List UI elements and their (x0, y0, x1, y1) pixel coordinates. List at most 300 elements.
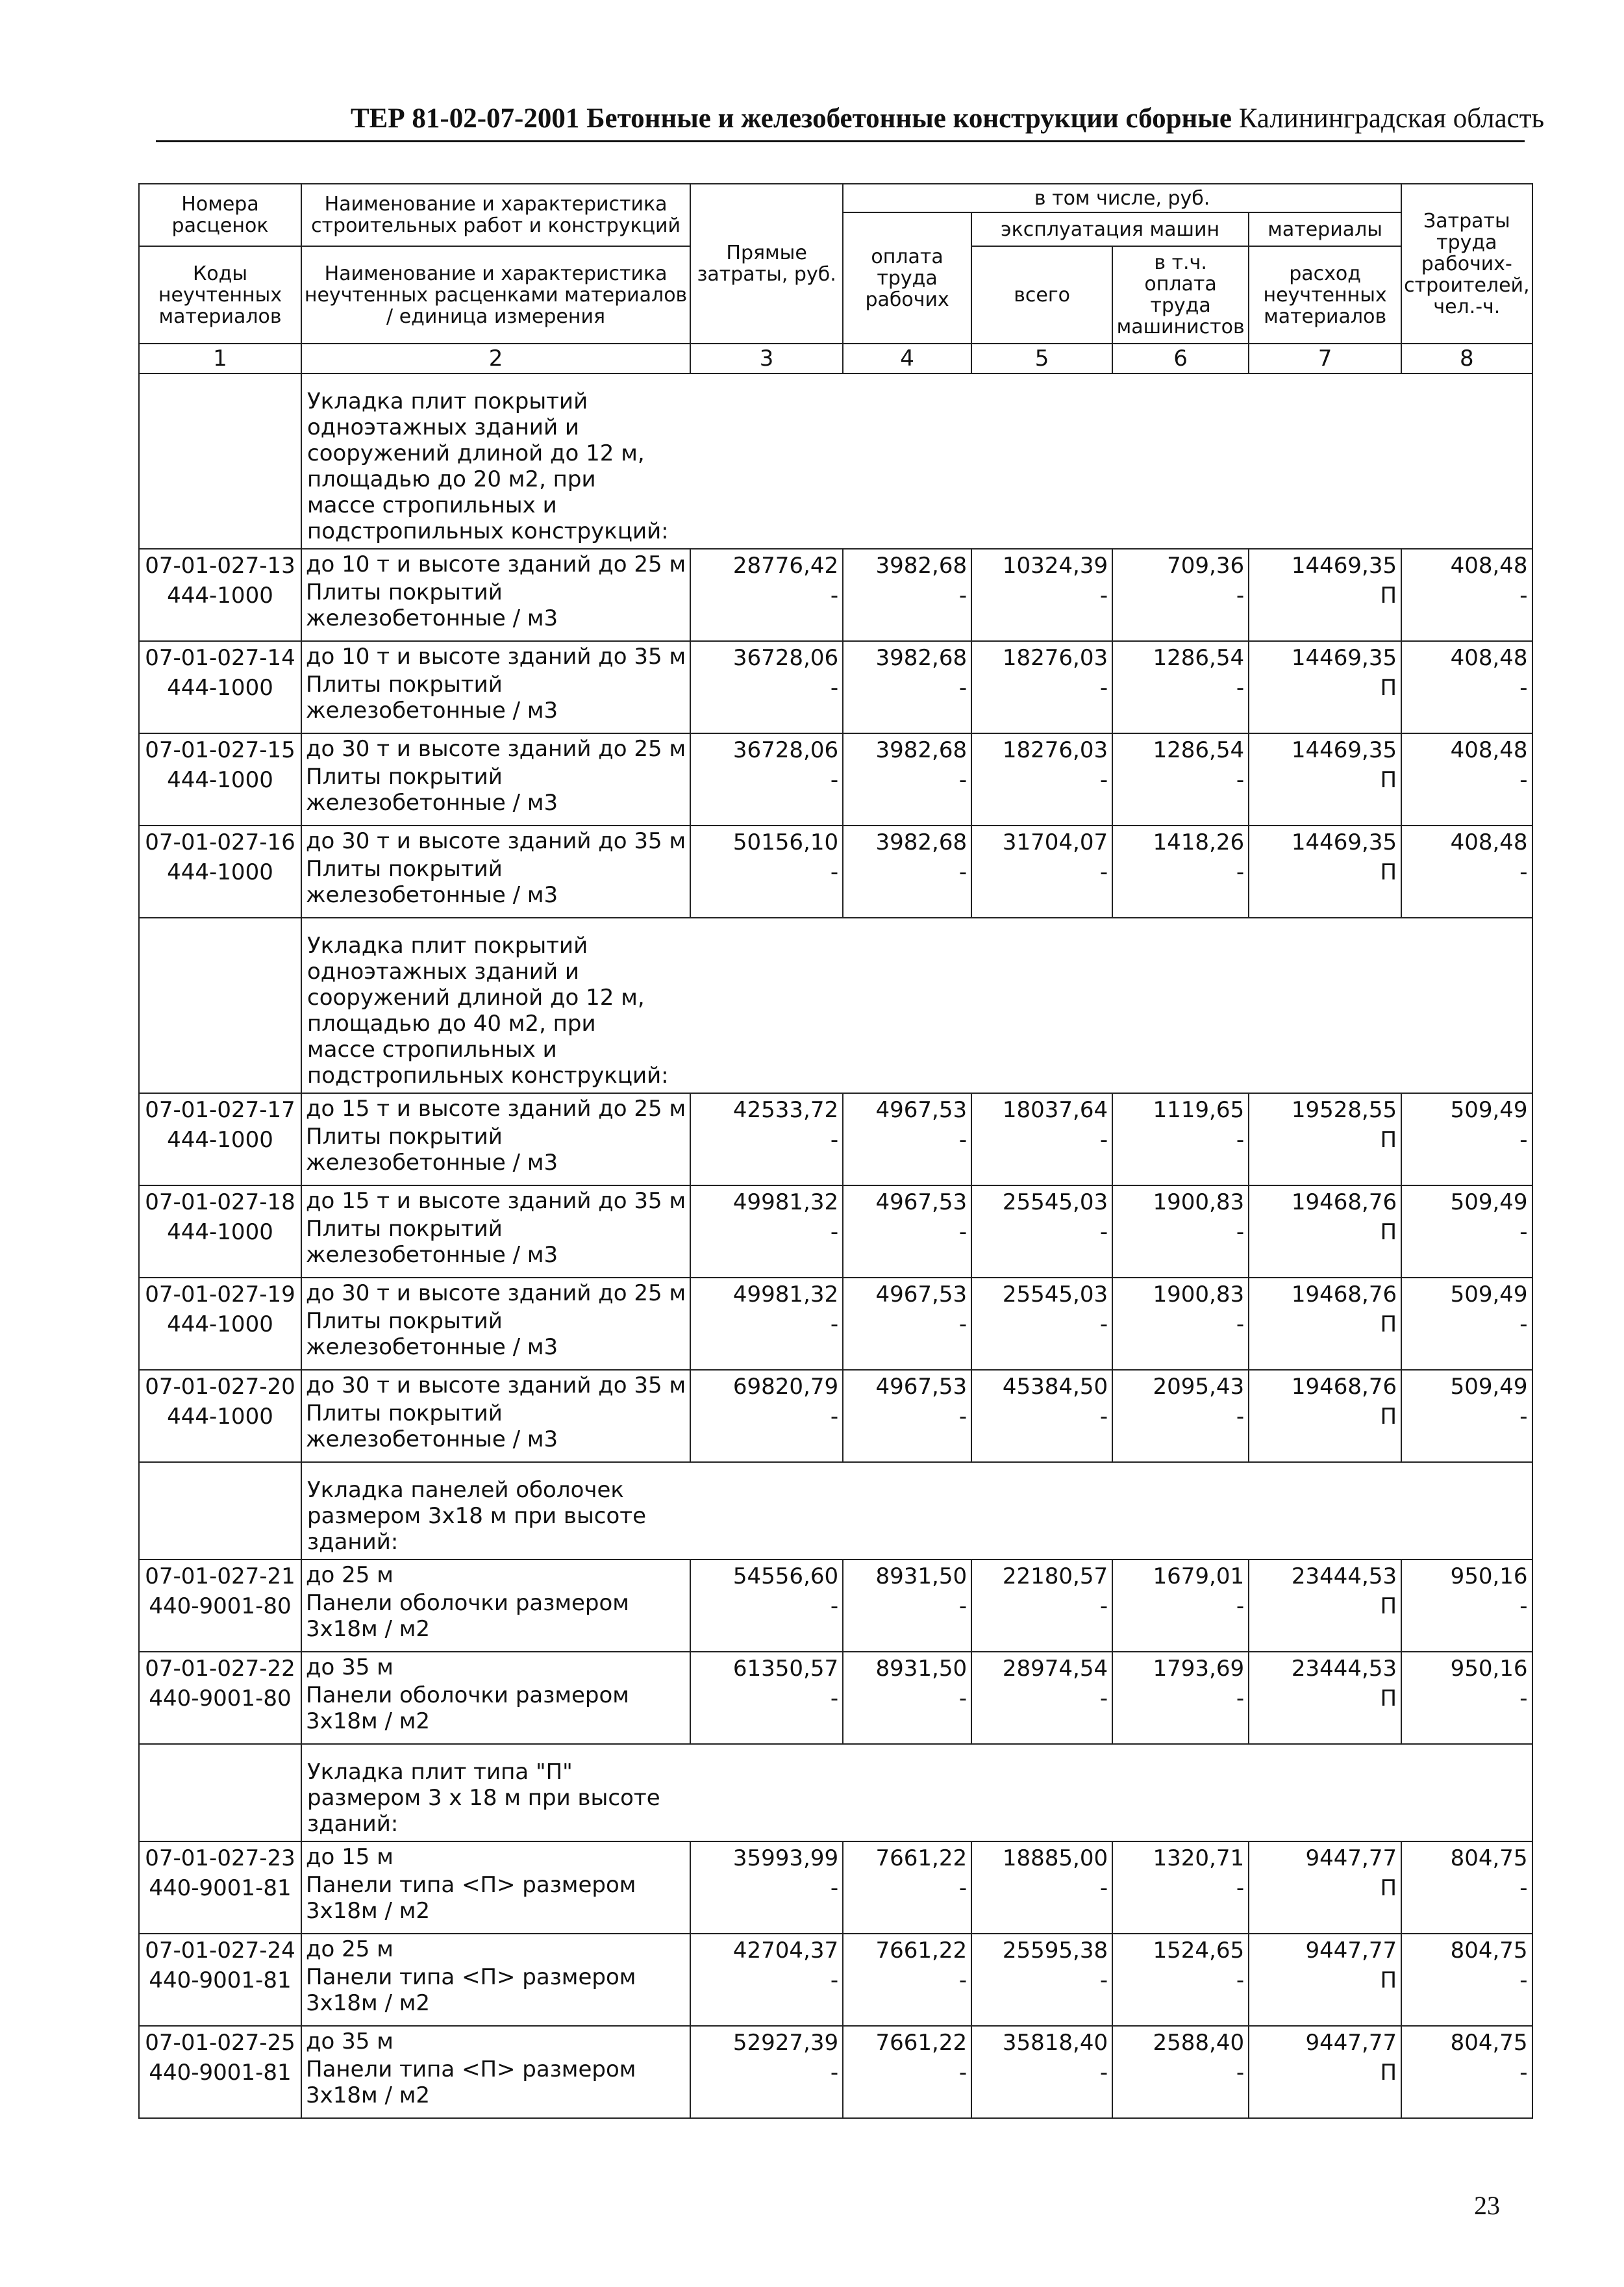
machines-total-cell (971, 1652, 1112, 1744)
materials-cost-cell (1249, 1185, 1401, 1278)
section-title: Укладка плит покрытий одноэтажных зданий и сооружений длиной до 12 м, площадью до 20 м2, при массе стропильных и подстропильных конструкций: (307, 388, 669, 544)
labor-hours-marker: - (1519, 1875, 1528, 1901)
machines-total-cell (971, 733, 1112, 826)
direct-cost-value: 28776,42 (732, 553, 839, 579)
labor-hours-value: 804,75 (1450, 2030, 1528, 2056)
worker-wages-marker: - (958, 859, 968, 885)
labor-hours-value: 804,75 (1450, 1938, 1528, 1964)
labor-hours-cell (1401, 1278, 1532, 1370)
column-number: 1 (139, 344, 301, 373)
materials-cost-value: 9447,77 (1305, 2030, 1397, 2056)
material-code: 444-1000 (167, 859, 273, 885)
labor-hours-cell (1401, 1370, 1532, 1462)
labor-hours-value: 950,16 (1450, 1656, 1528, 1682)
header-material-description: Наименование и характеристика неучтенных расценками материалов / единица измерения (301, 246, 690, 344)
rate-description-cell (301, 1841, 690, 1934)
machines-total-value: 35818,40 (1002, 2030, 1108, 2056)
labor-hours-value: 509,49 (1450, 1189, 1528, 1215)
direct-cost-marker: - (830, 1686, 839, 1712)
operator-wages-marker: - (1236, 583, 1245, 609)
labor-hours-cell (1401, 826, 1532, 918)
worker-wages-value: 3982,68 (875, 645, 968, 671)
operator-wages-cell (1112, 2026, 1249, 2118)
rate-code: 07-01-027-17 (145, 1097, 295, 1123)
rate-description-cell (301, 641, 690, 733)
rate-code: 07-01-027-25 (145, 2030, 295, 2056)
machines-total-cell (971, 826, 1112, 918)
material-code: 444-1000 (167, 1311, 273, 1337)
direct-cost-value: 54556,60 (732, 1563, 839, 1589)
rate-row (139, 826, 1532, 918)
labor-hours-marker: - (1519, 1311, 1528, 1337)
section-code-blank (139, 918, 301, 1093)
column-number: 7 (1249, 344, 1401, 373)
operator-wages-marker: - (1236, 1311, 1245, 1337)
worker-wages-marker: - (958, 1593, 968, 1619)
operator-wages-value: 1119,65 (1153, 1097, 1245, 1123)
machines-total-value: 28974,54 (1002, 1656, 1108, 1682)
material-code: 444-1000 (167, 1404, 273, 1430)
worker-wages-cell (843, 1652, 971, 1744)
header-material-consumption: расход неучтенных материалов (1249, 246, 1401, 344)
machines-total-value: 18885,00 (1002, 1845, 1108, 1871)
rate-row (139, 733, 1532, 826)
rate-code: 07-01-027-22 (145, 1656, 295, 1682)
rate-description-cell (301, 733, 690, 826)
column-numbers-row (139, 344, 1532, 373)
operator-wages-value: 1286,54 (1153, 737, 1245, 763)
column-number: 2 (301, 344, 690, 373)
materials-cost-value: 14469,35 (1291, 829, 1397, 855)
material-description: Плиты покрытий железобетонные / м3 (306, 672, 558, 724)
materials-cost-cell (1249, 1652, 1401, 1744)
material-description: Панели оболочки размером 3х18м / м2 (306, 1590, 629, 1642)
machines-total-marker: - (1099, 859, 1108, 885)
direct-cost-value: 69820,79 (732, 1374, 839, 1400)
material-description: Плиты покрытий железобетонные / м3 (306, 1400, 558, 1452)
page-header (351, 103, 1545, 142)
rate-description-cell (301, 1093, 690, 1185)
labor-hours-marker: - (1519, 583, 1528, 609)
direct-cost-cell (690, 641, 843, 733)
document-code: ТЕР 81-02-07-2001 (351, 103, 580, 134)
direct-cost-value: 49981,32 (732, 1282, 839, 1308)
operator-wages-marker: - (1236, 859, 1245, 885)
worker-wages-marker: - (958, 767, 968, 793)
material-code: 440-9001-80 (149, 1593, 292, 1619)
rate-code: 07-01-027-19 (145, 1282, 295, 1308)
machines-total-value: 10324,39 (1002, 553, 1108, 579)
material-code: 444-1000 (167, 1219, 273, 1245)
worker-wages-cell (843, 1841, 971, 1934)
worker-wages-marker: - (958, 1875, 968, 1901)
worker-wages-cell (843, 2026, 971, 2118)
labor-hours-cell (1401, 1841, 1532, 1934)
operator-wages-marker: - (1236, 1219, 1245, 1245)
section-title-cell (301, 1744, 1532, 1841)
direct-cost-value: 50156,10 (732, 829, 839, 855)
direct-cost-cell (690, 2026, 843, 2118)
worker-wages-marker: - (958, 1127, 968, 1153)
rate-code: 07-01-027-23 (145, 1845, 295, 1871)
header-work-description: Наименование и характеристика строительных работ и конструкций (301, 184, 690, 246)
worker-wages-cell (843, 1560, 971, 1652)
materials-cost-value: 23444,53 (1291, 1656, 1397, 1682)
rate-code-cell (139, 1560, 301, 1652)
material-description: Панели типа <П> размером 3х18м / м2 (306, 1964, 636, 2016)
direct-cost-marker: - (830, 859, 839, 885)
materials-cost-marker: П (1380, 1404, 1397, 1430)
operator-wages-cell (1112, 1841, 1249, 1934)
operator-wages-value: 1793,69 (1153, 1656, 1245, 1682)
rate-description-cell (301, 549, 690, 641)
labor-hours-value: 509,49 (1450, 1282, 1528, 1308)
machines-total-cell (971, 549, 1112, 641)
materials-cost-cell (1249, 641, 1401, 733)
machines-total-cell (971, 2026, 1112, 2118)
labor-hours-marker: - (1519, 859, 1528, 885)
labor-hours-value: 408,48 (1450, 829, 1528, 855)
header-direct-costs: Прямые затраты, руб. (690, 184, 843, 344)
materials-cost-marker: П (1380, 1219, 1397, 1245)
work-description: до 30 т и высоте зданий до 35 м (306, 828, 686, 854)
rate-code-cell (139, 1652, 301, 1744)
operator-wages-marker: - (1236, 1404, 1245, 1430)
direct-cost-cell (690, 1560, 843, 1652)
rate-code: 07-01-027-15 (145, 737, 295, 763)
section-code-blank (139, 1462, 301, 1560)
worker-wages-value: 7661,22 (875, 1845, 968, 1871)
materials-cost-marker: П (1380, 767, 1397, 793)
materials-cost-value: 9447,77 (1305, 1938, 1397, 1964)
materials-cost-cell (1249, 1370, 1401, 1462)
worker-wages-marker: - (958, 583, 968, 609)
operator-wages-cell (1112, 1093, 1249, 1185)
worker-wages-cell (843, 549, 971, 641)
worker-wages-value: 8931,50 (875, 1563, 968, 1589)
worker-wages-value: 3982,68 (875, 553, 968, 579)
materials-cost-marker: П (1380, 1967, 1397, 1993)
worker-wages-value: 3982,68 (875, 829, 968, 855)
labor-hours-cell (1401, 549, 1532, 641)
labor-hours-cell (1401, 1652, 1532, 1744)
machines-total-value: 45384,50 (1002, 1374, 1108, 1400)
labor-hours-marker: - (1519, 2060, 1528, 2086)
direct-cost-value: 49981,32 (732, 1189, 839, 1215)
rate-code: 07-01-027-24 (145, 1938, 295, 1964)
materials-cost-value: 19468,76 (1291, 1374, 1397, 1400)
worker-wages-cell (843, 1934, 971, 2026)
worker-wages-marker: - (958, 1219, 968, 1245)
material-code: 444-1000 (167, 1127, 273, 1153)
labor-hours-marker: - (1519, 1127, 1528, 1153)
header-material-codes: Коды неучтенных материалов (139, 246, 301, 344)
labor-hours-value: 408,48 (1450, 553, 1528, 579)
rate-code: 07-01-027-16 (145, 829, 295, 855)
machines-total-value: 18276,03 (1002, 737, 1108, 763)
material-description: Панели типа <П> размером 3х18м / м2 (306, 1872, 636, 1924)
machines-total-value: 25545,03 (1002, 1189, 1108, 1215)
machines-total-cell (971, 1093, 1112, 1185)
materials-cost-cell (1249, 2026, 1401, 2118)
worker-wages-marker: - (958, 1311, 968, 1337)
machines-total-cell (971, 1934, 1112, 2026)
machines-total-cell (971, 1278, 1112, 1370)
header-materials: материалы (1249, 212, 1401, 246)
materials-cost-cell (1249, 1560, 1401, 1652)
direct-cost-marker: - (830, 1967, 839, 1993)
operator-wages-value: 2588,40 (1153, 2030, 1245, 2056)
labor-hours-cell (1401, 1093, 1532, 1185)
direct-cost-value: 42533,72 (732, 1097, 839, 1123)
material-description: Плиты покрытий железобетонные / м3 (306, 1308, 558, 1360)
materials-cost-value: 14469,35 (1291, 553, 1397, 579)
machines-total-marker: - (1099, 1593, 1108, 1619)
section-title: Укладка плит покрытий одноэтажных зданий и сооружений длиной до 12 м, площадью до 40 м2, при массе стропильных и подстропильных конструкций: (307, 933, 669, 1089)
labor-hours-marker: - (1519, 1686, 1528, 1712)
worker-wages-cell (843, 1278, 971, 1370)
machines-total-value: 31704,07 (1002, 829, 1108, 855)
direct-cost-cell (690, 1652, 843, 1744)
rate-code-cell (139, 826, 301, 918)
direct-cost-value: 36728,06 (732, 737, 839, 763)
materials-cost-value: 23444,53 (1291, 1563, 1397, 1589)
operator-wages-value: 1286,54 (1153, 645, 1245, 671)
operator-wages-cell (1112, 1560, 1249, 1652)
rate-description-cell (301, 826, 690, 918)
header-operator-wages: в т.ч. оплата труда машинистов (1112, 246, 1249, 344)
direct-cost-marker: - (830, 1404, 839, 1430)
material-description: Плиты покрытий железобетонные / м3 (306, 1216, 558, 1268)
materials-cost-marker: П (1380, 1593, 1397, 1619)
material-code: 440-9001-81 (149, 1875, 292, 1901)
direct-cost-cell (690, 1370, 843, 1462)
rate-row (139, 1278, 1532, 1370)
materials-cost-value: 9447,77 (1305, 1845, 1397, 1871)
rate-code: 07-01-027-14 (145, 645, 295, 671)
operator-wages-value: 1418,26 (1153, 829, 1245, 855)
machines-total-cell (971, 1841, 1112, 1934)
rate-row (139, 641, 1532, 733)
worker-wages-cell (843, 733, 971, 826)
direct-cost-value: 52927,39 (732, 2030, 839, 2056)
labor-hours-value: 408,48 (1450, 645, 1528, 671)
materials-cost-marker: П (1380, 675, 1397, 701)
machines-total-value: 25545,03 (1002, 1282, 1108, 1308)
machines-total-marker: - (1099, 1686, 1108, 1712)
machines-total-marker: - (1099, 1404, 1108, 1430)
direct-cost-cell (690, 1093, 843, 1185)
material-description: Плиты покрытий железобетонные / м3 (306, 764, 558, 816)
rate-code: 07-01-027-18 (145, 1189, 295, 1215)
machines-total-cell (971, 1370, 1112, 1462)
operator-wages-value: 1524,65 (1153, 1938, 1245, 1964)
rate-code: 07-01-027-21 (145, 1563, 295, 1589)
header-rule (156, 140, 1525, 142)
materials-cost-value: 19468,76 (1291, 1282, 1397, 1308)
worker-wages-marker: - (958, 1686, 968, 1712)
materials-cost-marker: П (1380, 1311, 1397, 1337)
materials-cost-cell (1249, 1093, 1401, 1185)
rate-code-cell (139, 2026, 301, 2118)
labor-hours-cell (1401, 1185, 1532, 1278)
page-number: 23 (1474, 2191, 1500, 2220)
direct-cost-marker: - (830, 1127, 839, 1153)
operator-wages-marker: - (1236, 1593, 1245, 1619)
rate-description-cell (301, 1560, 690, 1652)
section-title-cell (301, 918, 1532, 1093)
header-labor-hours: Затраты труда рабочих-строителей, чел.-ч. (1401, 184, 1532, 344)
materials-cost-marker: П (1380, 859, 1397, 885)
worker-wages-marker: - (958, 1967, 968, 1993)
section-heading-row (139, 1462, 1532, 1560)
worker-wages-cell (843, 826, 971, 918)
rate-code-cell (139, 1370, 301, 1462)
rate-row (139, 1560, 1532, 1652)
rate-code: 07-01-027-13 (145, 553, 295, 579)
materials-cost-cell (1249, 1278, 1401, 1370)
machines-total-marker: - (1099, 767, 1108, 793)
labor-hours-marker: - (1519, 1219, 1528, 1245)
rate-code: 07-01-027-20 (145, 1374, 295, 1400)
rate-code-cell (139, 1841, 301, 1934)
materials-cost-cell (1249, 733, 1401, 826)
work-description: до 35 м (306, 1654, 394, 1680)
rate-code-cell (139, 1934, 301, 2026)
operator-wages-value: 1679,01 (1153, 1563, 1245, 1589)
rate-description-cell (301, 1278, 690, 1370)
work-description: до 30 т и высоте зданий до 35 м (306, 1372, 686, 1398)
material-code: 440-9001-80 (149, 1686, 292, 1712)
direct-cost-marker: - (830, 1875, 839, 1901)
labor-hours-marker: - (1519, 1404, 1528, 1430)
direct-cost-cell (690, 1841, 843, 1934)
materials-cost-cell (1249, 1934, 1401, 2026)
operator-wages-value: 2095,43 (1153, 1374, 1245, 1400)
worker-wages-value: 8931,50 (875, 1656, 968, 1682)
header-including: в том числе, руб. (843, 184, 1401, 212)
section-title: Укладка панелей оболочек размером 3х18 м при высоте зданий: (307, 1477, 647, 1555)
work-description: до 35 м (306, 2028, 394, 2054)
operator-wages-cell (1112, 1370, 1249, 1462)
material-description: Плиты покрытий железобетонные / м3 (306, 1124, 558, 1176)
labor-hours-cell (1401, 641, 1532, 733)
operator-wages-cell (1112, 733, 1249, 826)
operator-wages-value: 1320,71 (1153, 1845, 1245, 1871)
work-description: до 30 т и высоте зданий до 25 м (306, 1280, 686, 1306)
worker-wages-marker: - (958, 2060, 968, 2086)
direct-cost-cell (690, 1278, 843, 1370)
material-code: 440-9001-81 (149, 2060, 292, 2086)
labor-hours-marker: - (1519, 1967, 1528, 1993)
direct-cost-value: 61350,57 (732, 1656, 839, 1682)
labor-hours-value: 509,49 (1450, 1374, 1528, 1400)
machines-total-marker: - (1099, 1875, 1108, 1901)
direct-cost-marker: - (830, 2060, 839, 2086)
work-description: до 15 т и высоте зданий до 25 м (306, 1096, 686, 1122)
machines-total-marker: - (1099, 1127, 1108, 1153)
operator-wages-marker: - (1236, 2060, 1245, 2086)
rates-table (138, 183, 1533, 2119)
labor-hours-marker: - (1519, 675, 1528, 701)
rate-code-cell (139, 549, 301, 641)
materials-cost-value: 19468,76 (1291, 1189, 1397, 1215)
direct-cost-value: 42704,37 (732, 1938, 839, 1964)
direct-cost-value: 36728,06 (732, 645, 839, 671)
region-name: Калининградская область (1238, 103, 1545, 134)
direct-cost-marker: - (830, 583, 839, 609)
labor-hours-cell (1401, 733, 1532, 826)
material-code: 444-1000 (167, 675, 273, 701)
rate-row (139, 2026, 1532, 2118)
materials-cost-value: 14469,35 (1291, 737, 1397, 763)
machines-total-marker: - (1099, 583, 1108, 609)
operator-wages-value: 1900,83 (1153, 1282, 1245, 1308)
materials-cost-cell (1249, 1841, 1401, 1934)
materials-cost-marker: П (1380, 1875, 1397, 1901)
operator-wages-marker: - (1236, 675, 1245, 701)
operator-wages-marker: - (1236, 1127, 1245, 1153)
material-code: 440-9001-81 (149, 1967, 292, 1993)
rate-code-cell (139, 1185, 301, 1278)
materials-cost-cell (1249, 549, 1401, 641)
rate-description-cell (301, 1934, 690, 2026)
rate-row (139, 1185, 1532, 1278)
worker-wages-value: 3982,68 (875, 737, 968, 763)
worker-wages-marker: - (958, 1404, 968, 1430)
labor-hours-value: 509,49 (1450, 1097, 1528, 1123)
materials-cost-marker: П (1380, 1127, 1397, 1153)
rate-row (139, 1652, 1532, 1744)
section-code-blank (139, 1744, 301, 1841)
worker-wages-value: 4967,53 (875, 1189, 968, 1215)
worker-wages-marker: - (958, 675, 968, 701)
material-description: Панели типа <П> размером 3х18м / м2 (306, 2056, 636, 2108)
worker-wages-cell (843, 1093, 971, 1185)
operator-wages-value: 1900,83 (1153, 1189, 1245, 1215)
section-title-cell (301, 1462, 1532, 1560)
machines-total-cell (971, 1560, 1112, 1652)
worker-wages-value: 4967,53 (875, 1097, 968, 1123)
column-number: 3 (690, 344, 843, 373)
labor-hours-value: 804,75 (1450, 1845, 1528, 1871)
direct-cost-marker: - (830, 1593, 839, 1619)
rate-code-cell (139, 733, 301, 826)
machines-total-value: 18037,64 (1002, 1097, 1108, 1123)
labor-hours-value: 950,16 (1450, 1563, 1528, 1589)
header-machine-operation: эксплуатация машин (971, 212, 1249, 246)
labor-hours-marker: - (1519, 767, 1528, 793)
labor-hours-cell (1401, 1934, 1532, 2026)
column-number: 8 (1401, 344, 1532, 373)
labor-hours-marker: - (1519, 1593, 1528, 1619)
direct-cost-cell (690, 1185, 843, 1278)
section-title: Укладка плит типа "П" размером 3 х 18 м при высоте зданий: (307, 1759, 660, 1837)
machines-total-marker: - (1099, 1967, 1108, 1993)
material-description: Плиты покрытий железобетонные / м3 (306, 579, 558, 631)
direct-cost-cell (690, 549, 843, 641)
machines-total-cell (971, 641, 1112, 733)
material-description: Плиты покрытий железобетонные / м3 (306, 856, 558, 908)
direct-cost-marker: - (830, 1219, 839, 1245)
materials-cost-marker: П (1380, 2060, 1397, 2086)
material-description: Панели оболочки размером 3х18м / м2 (306, 1682, 629, 1734)
column-number: 6 (1112, 344, 1249, 373)
direct-cost-cell (690, 1934, 843, 2026)
direct-cost-marker: - (830, 1311, 839, 1337)
machines-total-marker: - (1099, 675, 1108, 701)
header-machines-total: всего (971, 246, 1112, 344)
